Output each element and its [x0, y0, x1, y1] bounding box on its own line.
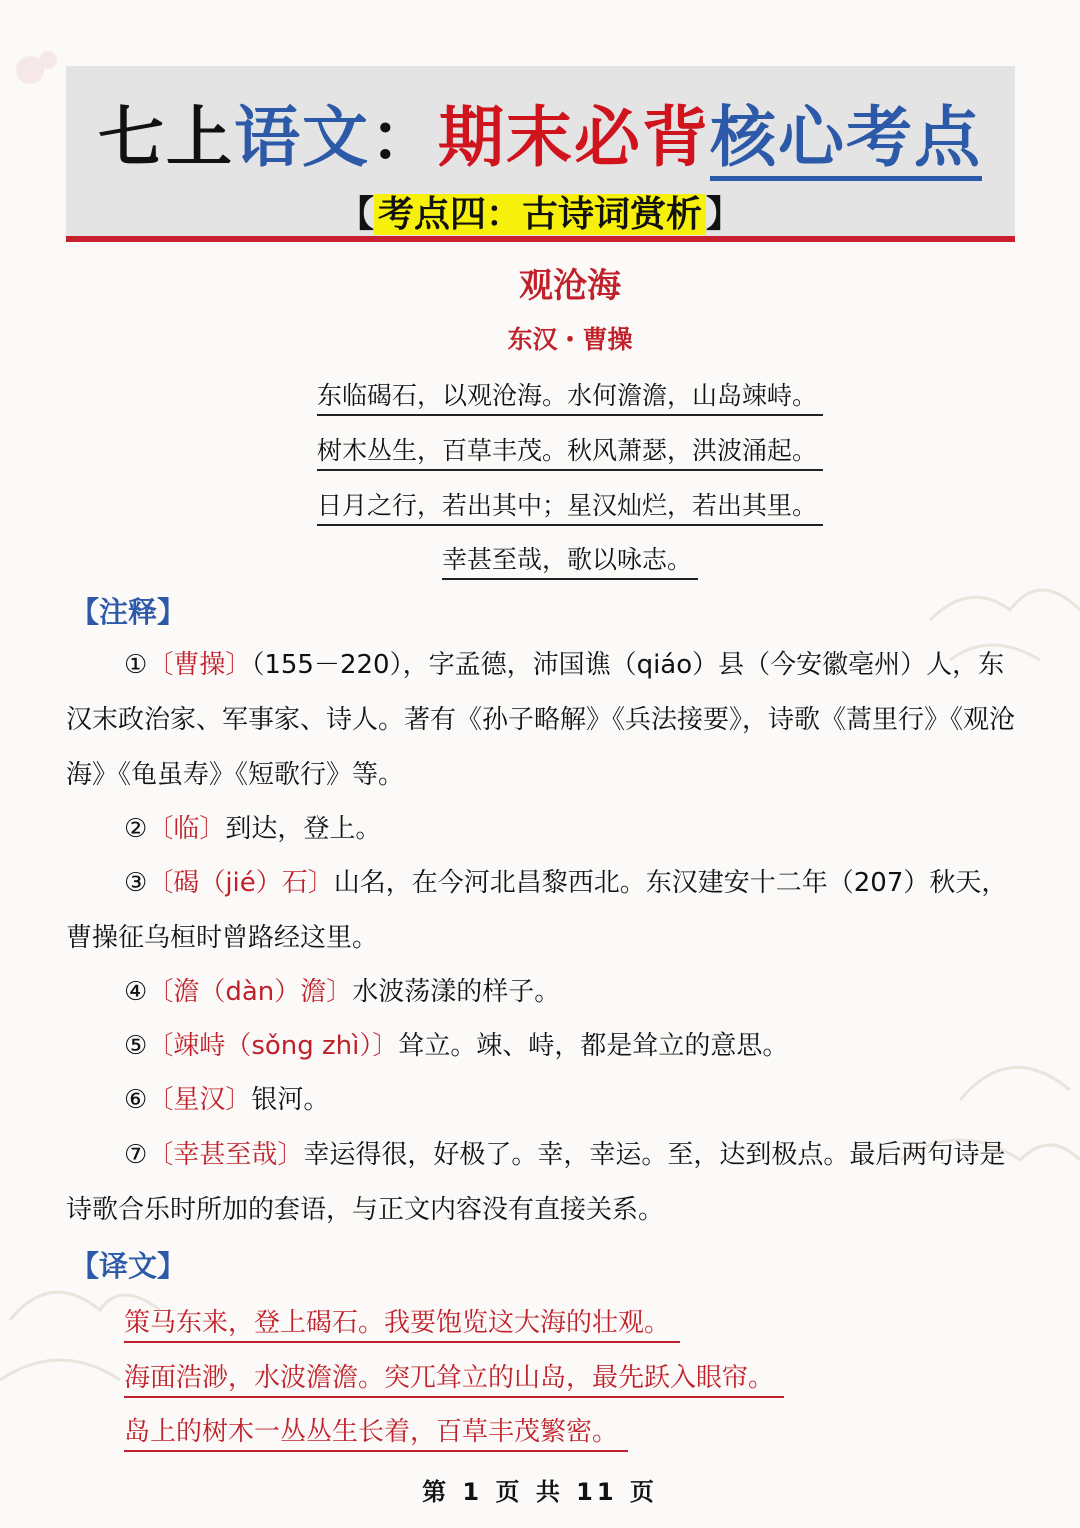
translation-line: 海面浩渺，水波澹澹。突兀耸立的山岛，最先跃入眼帘。 — [124, 1357, 784, 1398]
poem-title: 观沧海 — [519, 266, 621, 306]
poem-author: 东汉・曹操 — [507, 325, 633, 354]
page-title — [0, 84, 1080, 179]
note-item: ④〔澹（dàn）澹〕水波荡漾的样子。 — [124, 977, 561, 1007]
title-part-subject: 语文 — [234, 99, 370, 176]
notes-heading: 【注释】 — [70, 595, 187, 629]
title-colon: ： — [370, 99, 438, 176]
subtitle-highlight: 考点四：古诗词赏析 — [374, 194, 706, 235]
note-item: ⑤〔竦峙（sǒng zhì）〕耸立。竦、峙，都是耸立的意思。 — [124, 1031, 789, 1061]
title-part-core: 核心考点 — [710, 99, 982, 181]
note-item: ⑦〔幸甚至哉〕幸运得很，好极了。幸，幸运。至，达到极点。最后两句诗是诗歌合乐时所加的套语，与正文内容没有直接关系。 — [66, 1140, 1006, 1225]
title-part-grade: 七上 — [98, 99, 234, 176]
title-part-exam: 期末必背 — [438, 99, 710, 176]
note-item: ⑥〔星汉〕银河。 — [124, 1085, 330, 1115]
translation-line: 策马东来，登上碣石。我要饱览这大海的壮观。 — [124, 1302, 680, 1343]
note-item: ③〔碣（jié）石〕山名，在今河北昌黎西北。东汉建安十二年（207）秋天，曹操征乌桓时曾路经这里。 — [66, 868, 1008, 953]
poem-line: 日月之行，若出其中；星汉灿烂，若出其里。 — [0, 486, 1080, 526]
note-item: ②〔临〕到达，登上。 — [124, 814, 382, 844]
page-subtitle — [0, 186, 1080, 237]
translation-line: 岛上的树木一丛丛生长着，百草丰茂繁密。 — [124, 1411, 628, 1452]
poem-line: 东临碣石，以观沧海。水何澹澹，山岛竦峙。 — [0, 376, 1080, 416]
translation-heading: 【译文】 — [70, 1249, 187, 1283]
poem-line: 幸甚至哉，歌以咏志。 — [0, 540, 1080, 580]
poem-line: 树木丛生，百草丰茂。秋风萧瑟，洪波涌起。 — [0, 431, 1080, 471]
note-item: ①〔曹操〕（155－220），字孟德，沛国谯（qiáo）县（今安徽亳州）人，东汉末政治家、军事家、诗人。著有《孙子略解》《兵法接要》，诗歌《蒿里行》《观沧海》《龟虽寿》《短歌行》等。 — [66, 650, 1016, 790]
page-footer: 第 1 页 共 11 页 — [422, 1478, 658, 1506]
subtitle-left-bracket: 【 — [337, 194, 374, 235]
subtitle-right-bracket: 】 — [706, 194, 743, 235]
